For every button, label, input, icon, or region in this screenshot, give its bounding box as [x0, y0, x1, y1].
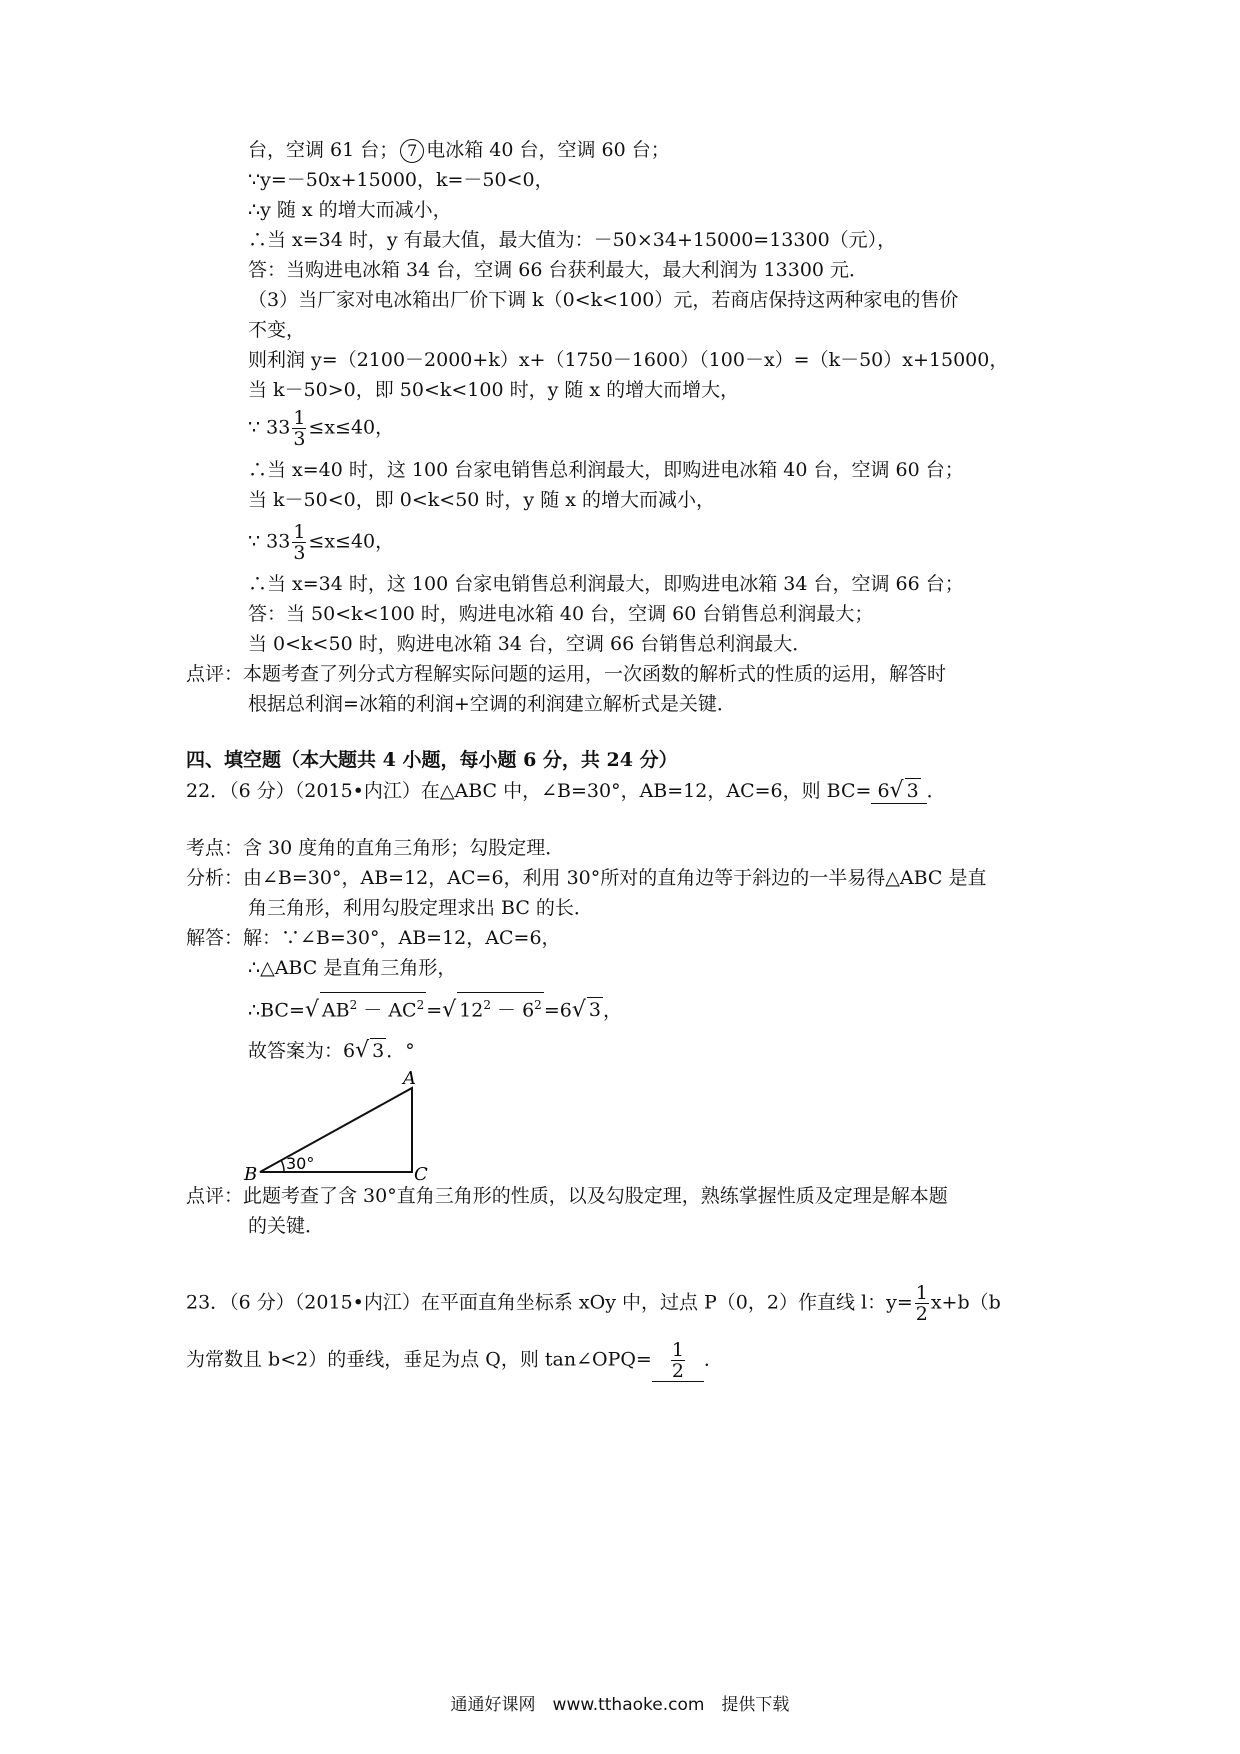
text-line: 角三角形，利用勾股定理求出 BC 的长．: [248, 897, 593, 919]
vertex-a-label: A: [403, 1070, 416, 1089]
text-line: 答：当 50<k<100 时，购进电冰箱 40 台，空调 60 台销售总利润最大；: [248, 603, 874, 625]
comment-line: 的关键．: [248, 1215, 325, 1237]
footer-source: 通通好课网 www.tthaoke.com 提供下载: [450, 1695, 790, 1715]
question-23-cont: 为常数且 b<2）的垂线，垂足为点 Q，则 tan∠OPQ= $\frac{1}{2}$ ．: [186, 1339, 723, 1382]
text-line: ∴当 x=34 时，y 有最大值，最大值为：－50×34+15000=13300（元），: [248, 229, 897, 251]
inequality: ∵ 33 $\frac{1}{3}$ ≤x≤40，: [248, 407, 395, 450]
comment-line: 点评：此题考查了含 30°直角三角形的性质，以及勾股定理，熟练掌握性质及定理是解本题: [186, 1185, 948, 1207]
text-line: ∴△ABC 是直角三角形，: [248, 957, 457, 979]
comment-line: 点评：本题考查了列分式方程解实际问题的运用，一次函数的解析式的性质的运用，解答时: [186, 663, 947, 685]
fraction: $\frac{1}{2}$: [915, 1282, 928, 1325]
comment-line: 根据总利润=冰箱的利润+空调的利润建立解析式是关键．: [248, 693, 736, 715]
answer-blank: $\frac{1}{2}$: [652, 1340, 704, 1382]
bc-formula: ∴BC=√ $AB^2 - AC^2$ =√ $12^2 - 6^2 =6√$ 3 ，: [248, 992, 622, 1022]
text-line: ∴y 随 x 的增大而减小，: [248, 199, 452, 221]
vertex-b-label: B: [244, 1164, 258, 1185]
angle-arc: [281, 1160, 284, 1172]
angle-label: 30°: [286, 1154, 315, 1173]
text-line: 当 0<k<50 时，购进电冰箱 34 台，空调 66 台销售总利润最大．: [248, 633, 812, 655]
text-line: 故答案为：6√ 3 ．°: [248, 1038, 415, 1063]
section-heading: 四、填空题（本大题共 4 小题，每小题 6 分，共 24 分）: [186, 749, 678, 771]
fraction: $\frac{1}{3}$: [293, 521, 306, 564]
triangle-figure: [240, 1070, 440, 1190]
question-22: 22．（6 分）（2015•内江）在△ABC 中，∠B=30°，AB=12，AC=6，则 BC= 6√ 3 ．: [186, 778, 946, 803]
circled-number: 7: [400, 139, 424, 163]
text-line: 当 k－50<0，即 0<k<50 时，y 随 x 的增大而减小，: [248, 489, 716, 511]
inequality: ∵ 33 $\frac{1}{3}$ ≤x≤40，: [248, 521, 395, 564]
text-line: ∴当 x=40 时，这 100 台家电销售总利润最大，即购进电冰箱 40 台，空调 60 台；: [248, 459, 964, 481]
text-line: 台，空调 61 台； 7 电冰箱 40 台，空调 60 台；: [248, 139, 670, 161]
question-23: 23．（6 分）（2015•内江）在平面直角坐标系 xOy 中，过点 P（0，2）作直线 l：y= $\frac{1}{2}$ x+b（b: [186, 1282, 1001, 1325]
text-line: 当 k－50>0，即 50<k<100 时，y 随 x 的增大而增大，: [248, 379, 740, 401]
fraction: $\frac{1}{3}$: [293, 407, 306, 450]
text-line: 不变，: [248, 319, 306, 341]
text-line: 分析：由∠B=30°，AB=12，AC=6，利用 30°所对的直角边等于斜边的一半易得△ABC 是直: [186, 867, 987, 889]
text-line: 则利润 y=（2100－2000+k）x+（1750－1600）（100－x）=（k－50）x+15000，: [248, 349, 1009, 371]
vertex-c-label: C: [414, 1164, 428, 1185]
text-line: ∴当 x=34 时，这 100 台家电销售总利润最大，即购进电冰箱 34 台，空调 66 台；: [248, 573, 964, 595]
text-line: （3）当厂家对电冰箱出厂价下调 k（0<k<100）元，若商店保持这两种家电的售价: [248, 289, 959, 311]
text-line: 答：当购进电冰箱 34 台，空调 66 台获利最大，最大利润为 13300 元．: [248, 259, 869, 281]
answer-blank: 6√ 3: [871, 778, 926, 804]
text-line: ∵y=－50x+15000，k=－50<0，: [248, 169, 554, 191]
triangle-abc: [260, 1088, 412, 1172]
text-line: 解答：解：∵∠B=30°，AB=12，AC=6，: [186, 927, 561, 949]
text-line: 考点：含 30 度角的直角三角形；勾股定理．: [186, 837, 565, 859]
